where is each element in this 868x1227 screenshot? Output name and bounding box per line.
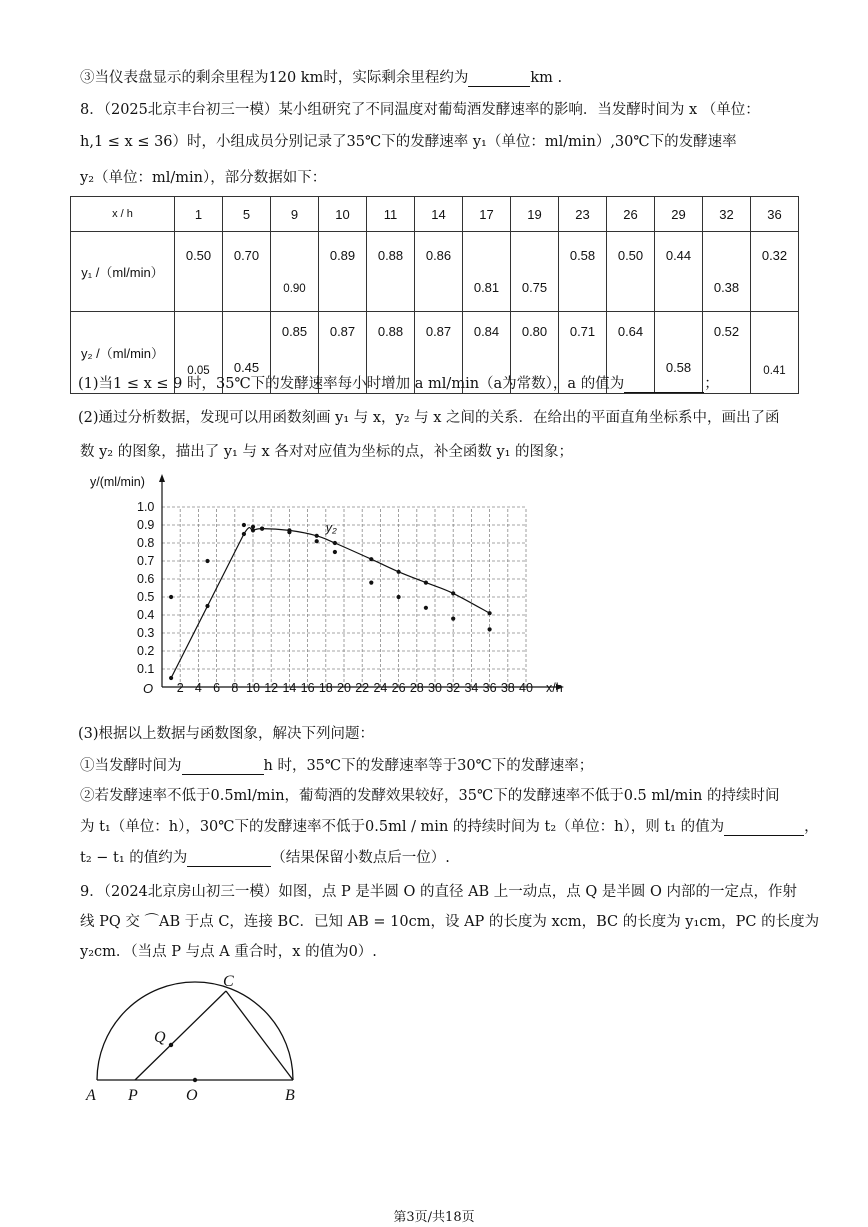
- semicircle-figure: [78, 968, 318, 1108]
- question-3b: ②若发酵速率不低于0.5ml/min，葡萄酒的发酵效果较好，35℃下的发酵速率不低于0.5 ml/min 的持续时间: [80, 788, 780, 804]
- question-3c-text: 为 t₁（单位：h），30℃下的发酵速率不低于0.5ml / min 的持续时间为 t₂（单位：h），则 t₁ 的值为: [80, 819, 725, 835]
- question-1-end: ；: [704, 376, 719, 392]
- x-tick-label: 8: [231, 681, 239, 695]
- problem-8-intro-2: h,1 ≤ x ≤ 36）时，小组成员分别记录了35℃下的发酵速率 y₁（单位：ml/min）,30℃下的发酵速率: [80, 134, 737, 150]
- table-cell: 0.58: [559, 232, 607, 312]
- question-1: [78, 372, 719, 393]
- y2-point: [251, 528, 255, 532]
- x-tick-label: 36: [482, 681, 497, 695]
- table-row: [71, 197, 799, 232]
- origin-label: O: [143, 681, 154, 696]
- table-cell: 9: [271, 197, 319, 232]
- y1-point: [424, 606, 428, 610]
- table-cell: 0.58: [655, 312, 703, 394]
- table-cell: 29: [655, 197, 703, 232]
- y-axis-label: y/(ml/min): [90, 475, 145, 489]
- x-tick-label: 34: [464, 681, 479, 695]
- question-3d-text: t₂ − t₁ 的值约为: [80, 850, 188, 866]
- y2-point: [488, 611, 492, 615]
- x-tick-label: 10: [246, 681, 260, 695]
- y1-point: [397, 595, 401, 599]
- mileage-question-text: ③当仪表盘显示的剩余里程为120 km时，实际剩余里程约为: [80, 70, 469, 86]
- y2-point: [287, 528, 291, 532]
- data-points: [169, 523, 492, 680]
- table-cell: 26: [607, 197, 655, 232]
- table-row: [71, 232, 799, 312]
- table-cell: 0.88: [367, 312, 415, 394]
- table-cell: 0.41: [751, 312, 799, 394]
- x-tick-label: 4: [194, 681, 202, 695]
- label-c: C: [223, 973, 234, 990]
- problem-8-intro: 8．（2025北京丰台初三一模）某小组研究了不同温度对葡萄酒发酵速率的影响．当发酵时间为 x （单位：: [80, 102, 760, 118]
- table-cell: 14: [415, 197, 463, 232]
- y2-point: [260, 527, 264, 531]
- table-cell: 0.80: [511, 312, 559, 394]
- table-cell: 0.50: [175, 232, 223, 312]
- y2-point: [333, 541, 337, 545]
- label-q: Q: [154, 1029, 166, 1046]
- y-tick-label: 0.2: [137, 644, 155, 658]
- question-2-line-2: 数 y₂ 的图象，描出了 y₁ 与 x 各对对应值为坐标的点，补全函数 y₁ 的图象；: [80, 444, 574, 460]
- table-cell: 0.52: [703, 312, 751, 394]
- question-3d: [80, 846, 450, 867]
- table-header-y2: y₂ /（ml/min）: [71, 312, 175, 394]
- problem-8-intro-3: y₂（单位：ml/min），部分数据如下：: [80, 170, 327, 186]
- point-o: [193, 1078, 197, 1082]
- table-cell: 23: [559, 197, 607, 232]
- y1-point: [251, 525, 255, 529]
- table-cell: 0.64: [607, 312, 655, 394]
- label-b: B: [285, 1087, 295, 1104]
- y2-curve: [171, 528, 490, 678]
- table-cell: 0.85: [271, 312, 319, 394]
- table-cell: 0.05: [175, 312, 223, 394]
- table-cell: 0.75: [511, 232, 559, 312]
- y2-curve-label: y₂: [325, 521, 337, 536]
- y1-point: [169, 595, 173, 599]
- y1-point: [205, 559, 209, 563]
- problem-9-line-2: 线 PQ 交 ⌒AB 于点 C，连接 BC．已知 AB = 10cm，设 AP 的长度为 xcm，BC 的长度为 y₁cm，PC 的长度为: [80, 914, 820, 930]
- y2-point: [315, 534, 319, 538]
- x-tick-labels: [177, 681, 533, 695]
- y-tick-label: 0.7: [137, 554, 155, 568]
- x-tick-label: 40: [519, 681, 533, 695]
- table-cell: 0.90: [271, 232, 319, 312]
- table-cell: 11: [367, 197, 415, 232]
- table-cell: 0.86: [415, 232, 463, 312]
- table-cell: 0.81: [463, 232, 511, 312]
- table-cell: 5: [223, 197, 271, 232]
- y2-point: [369, 557, 373, 561]
- y-tick-label: 0.3: [137, 626, 155, 640]
- y2-point: [424, 581, 428, 585]
- y-tick-label: 0.5: [137, 590, 155, 604]
- y1-point: [369, 581, 373, 585]
- page-footer: 第3页/共18页: [393, 1210, 475, 1225]
- table-cell: 19: [511, 197, 559, 232]
- table-cell: 0.50: [607, 232, 655, 312]
- question-3c-end: ，: [804, 819, 819, 835]
- x-tick-label: 26: [391, 681, 406, 695]
- answer-blank[interactable]: [468, 70, 530, 87]
- y-tick-label: 0.6: [137, 572, 155, 586]
- question-3c: [80, 815, 819, 836]
- y-tick-label: 0.1: [137, 662, 155, 676]
- label-o: O: [186, 1087, 198, 1104]
- x-tick-label: 6: [213, 681, 221, 695]
- table-cell: 36: [751, 197, 799, 232]
- mileage-question-unit: km .: [530, 70, 563, 86]
- y1-point: [242, 523, 246, 527]
- x-tick-label: 20: [337, 681, 351, 695]
- y1-point: [333, 550, 337, 554]
- x-tick-label: 14: [282, 681, 297, 695]
- question-3a: [80, 754, 593, 775]
- y1-point: [315, 539, 319, 543]
- problem-9-line-1: 9．（2024北京房山初三一模）如图，点 P 是半圆 O 的直径 AB 上一动点，点 Q 是半圆 O 内部的一定点，作射: [80, 884, 798, 900]
- x-tick-label: 28: [409, 681, 424, 695]
- question-1-text: (1)当1 ≤ x ≤ 9 时，35℃下的发酵速率每小时增加 a ml/min（a为常数），a 的值为: [78, 376, 625, 392]
- x-tick-label: 32: [446, 681, 461, 695]
- table-cell: 0.70: [223, 232, 271, 312]
- problem-9-line-3: y₂cm．（当点 P 与点 A 重合时，x 的值为0）.: [80, 944, 377, 960]
- y2-point: [451, 591, 455, 595]
- y-tick-label: 0.4: [137, 608, 155, 622]
- x-tick-label: 16: [300, 681, 315, 695]
- x-tick-label: 18: [318, 681, 333, 695]
- table-cell: 0.89: [319, 232, 367, 312]
- table-header-x: x / h: [71, 197, 175, 232]
- data-table: [70, 196, 799, 394]
- question-3a-text: ①当发酵时间为: [80, 758, 182, 774]
- y2-point: [169, 676, 173, 680]
- table-cell: 17: [463, 197, 511, 232]
- segment-pc: [135, 991, 226, 1080]
- table-cell: 0.71: [559, 312, 607, 394]
- chart-grid: [162, 507, 526, 687]
- fermentation-chart: [70, 470, 590, 700]
- table-cell: 0.88: [367, 232, 415, 312]
- question-3: (3)根据以上数据与函数图象，解决下列问题：: [78, 726, 375, 742]
- question-2-line-1: (2)通过分析数据，发现可以用函数刻画 y₁ 与 x，y₂ 与 x 之间的关系．在给出的平面直角坐标系中，画出了函: [78, 410, 780, 426]
- label-a: A: [86, 1087, 96, 1104]
- y1-point: [451, 617, 455, 621]
- table-cell: 0.32: [751, 232, 799, 312]
- table-cell: 0.38: [703, 232, 751, 312]
- table-cell: 0.84: [463, 312, 511, 394]
- x-tick-label: 12: [264, 681, 279, 695]
- answer-blank[interactable]: [724, 819, 804, 836]
- table-cell: 0.44: [655, 232, 703, 312]
- table-cell: 32: [703, 197, 751, 232]
- question-3d-end: （结果保留小数点后一位）.: [271, 850, 450, 866]
- label-p: P: [128, 1087, 138, 1104]
- mileage-question: [80, 66, 562, 87]
- y-tick-labels: [137, 500, 154, 676]
- table-cell: 0.87: [415, 312, 463, 394]
- x-tick-label: 2: [176, 681, 184, 695]
- x-tick-label: 22: [355, 681, 370, 695]
- x-tick-label: 24: [373, 681, 388, 695]
- y-tick-label: 1.0: [137, 500, 155, 514]
- table-cell: 0.87: [319, 312, 367, 394]
- x-tick-label: 38: [500, 681, 515, 695]
- table-cell: 0.45: [223, 312, 271, 394]
- y2-point: [205, 604, 209, 608]
- semicircle-arc: [97, 982, 293, 1080]
- table-header-y1: y₁ /（ml/min）: [71, 232, 175, 312]
- y2-point: [242, 532, 246, 536]
- y-tick-label: 0.8: [137, 536, 155, 550]
- y2-point: [397, 570, 401, 574]
- table-cell: 1: [175, 197, 223, 232]
- answer-blank[interactable]: [187, 850, 271, 867]
- y1-point: [488, 627, 492, 631]
- x-tick-label: 30: [428, 681, 442, 695]
- answer-blank[interactable]: [624, 376, 704, 393]
- table-cell: 10: [319, 197, 367, 232]
- answer-blank[interactable]: [182, 758, 264, 775]
- question-3a-end: h 时，35℃下的发酵速率等于30℃下的发酵速率；: [263, 758, 594, 774]
- x-axis-label: x/h: [546, 681, 563, 695]
- y-tick-label: 0.9: [137, 518, 155, 532]
- point-q: [169, 1043, 173, 1047]
